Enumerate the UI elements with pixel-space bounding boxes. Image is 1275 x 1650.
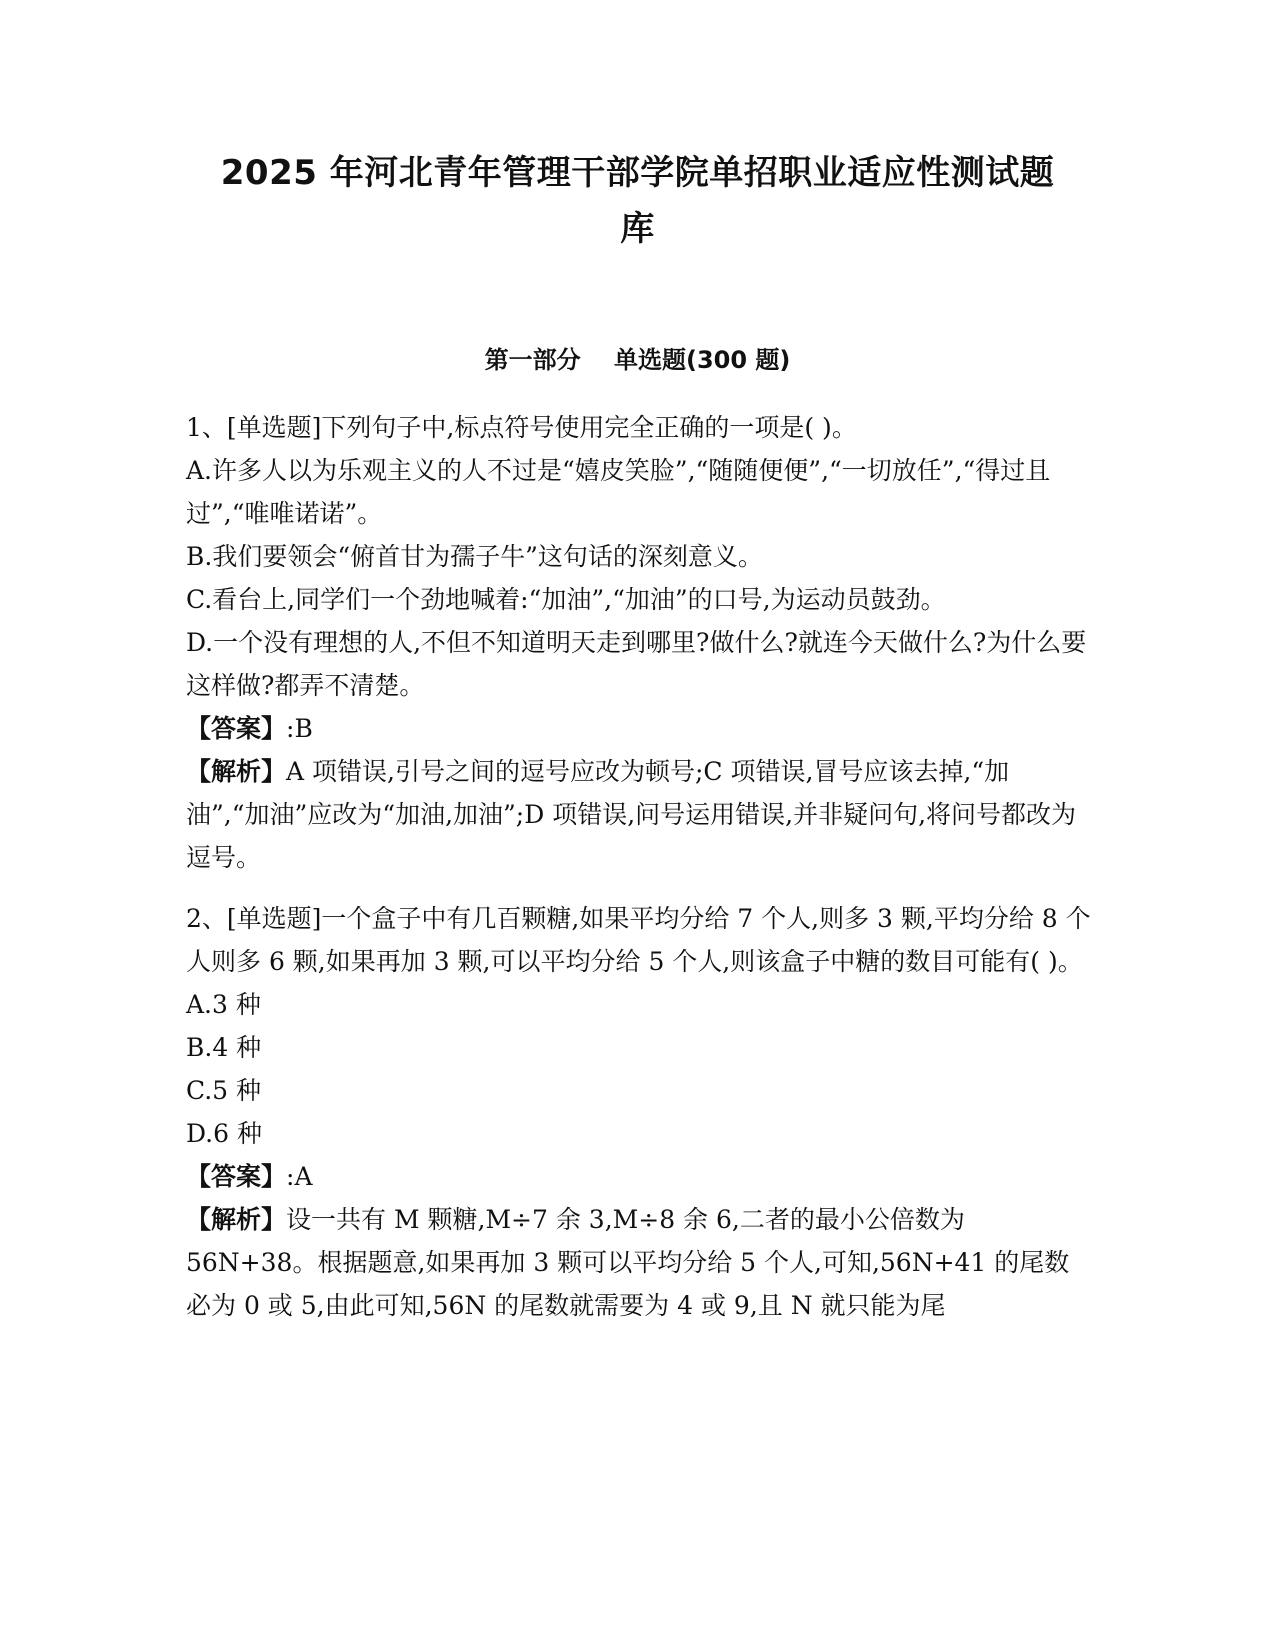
section-title: 第一部分 单选题(300 题) — [484, 346, 791, 374]
analysis-row — [186, 750, 1091, 879]
analysis-row — [186, 1198, 1091, 1327]
question-1 — [186, 406, 1091, 879]
option-a: A.许多人以为乐观主义的人不过是“嬉皮笑脸”,“随随便便”,“一切放任”,“得过且过”,“唯唯诺诺”。 — [186, 456, 1051, 528]
question-list — [186, 406, 1091, 1345]
analysis-text: 设一共有 M 颗糖,M÷7 余 3,M÷8 余 6,二者的最小公倍数为 56N+38。根据题意,如果再加 3 颗可以平均分给 5 个人,可知,56N+41 的尾数必为 0 或 5,由此可知,56N 的尾数就需要为 4 或 9,且 N 就只能为尾 — [186, 1205, 1070, 1320]
answer-row — [186, 1155, 1091, 1198]
option-c: C.看台上,同学们一个劲地喊着:“加油”,“加油”的口号,为运动员鼓劲。 — [186, 585, 946, 614]
analysis-label: 【解析】 — [186, 757, 287, 786]
answer-label: 【答案】 — [186, 714, 287, 743]
question-stem: 2、[单选题]一个盒子中有几百颗糖,如果平均分给 7 个人,则多 3 颗,平均分给 8 个人则多 6 颗,如果再加 3 颗,可以平均分给 5 个人,则该盒子中糖的数目可能有( )。 — [186, 904, 1091, 976]
title-line-1: 2025 年河北青年管理干部学院单招职业适应性测试题 — [220, 153, 1055, 193]
option-b: B.我们要领会“俯首甘为孺子牛”这句话的深刻意义。 — [186, 542, 763, 571]
title-line-2: 库 — [620, 209, 655, 249]
answer-value: :B — [286, 714, 313, 743]
answer-value: :A — [286, 1162, 313, 1191]
option-c: C.5 种 — [186, 1076, 262, 1105]
answer-row — [186, 707, 1091, 750]
analysis-label: 【解析】 — [186, 1205, 287, 1234]
document-title — [170, 145, 1105, 257]
option-b: B.4 种 — [186, 1033, 262, 1062]
option-d: D.一个没有理想的人,不但不知道明天走到哪里?做什么?就连今天做什么?为什么要这样做?都弄不清楚。 — [186, 628, 1087, 700]
question-2 — [186, 897, 1091, 1327]
option-a: A.3 种 — [186, 990, 261, 1019]
answer-label: 【答案】 — [186, 1162, 287, 1191]
question-stem: 1、[单选题]下列句子中,标点符号使用完全正确的一项是( )。 — [186, 413, 857, 442]
analysis-text: A 项错误,引号之间的逗号应改为顿号;C 项错误,冒号应该去掉,“加油”,“加油”应改为“加油,加油”;D 项错误,问号运用错误,并非疑问句,将问号都改为逗号。 — [186, 757, 1077, 872]
option-d: D.6 种 — [186, 1119, 262, 1148]
